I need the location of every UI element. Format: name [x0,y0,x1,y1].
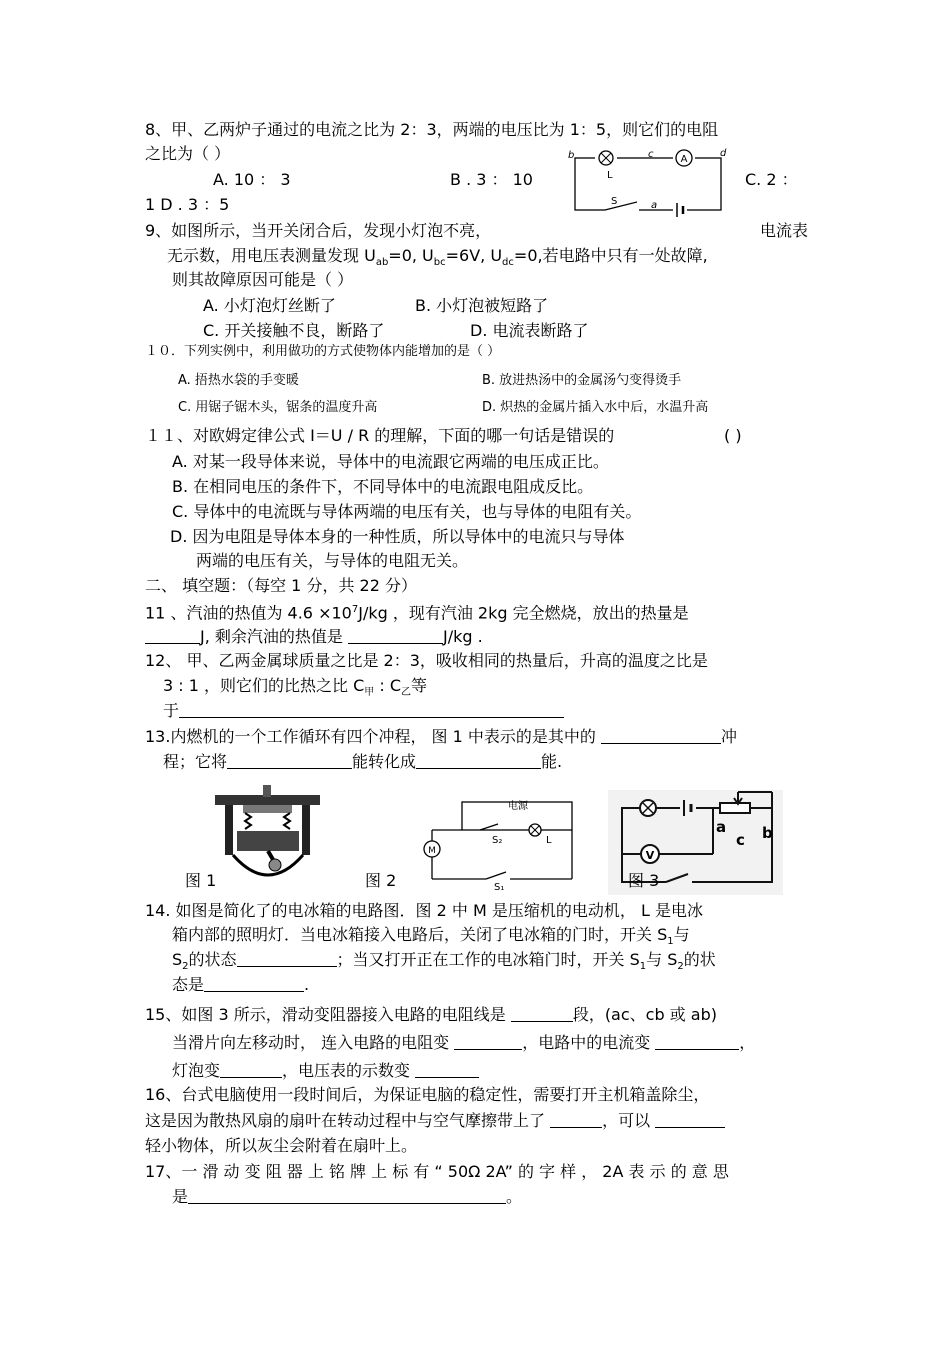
q11b-line2: J, 剩余汽油的热值是 J/kg . [145,626,483,648]
q10-option-a: A. 捂热水袋的手变暖 [178,373,299,388]
q12-line1: 12、 甲、乙两金属球质量之比是 2：3，吸收相同的热量后，升高的温度之比是 [145,651,708,670]
figure-2-caption: 图 2 [365,871,397,890]
q8-option-c: C. 2 ： [745,170,798,189]
q10-stem: １０．下列实例中，利用做功的方式使物体内能增加的是（ ） [145,344,501,359]
svg-text:S₂: S₂ [492,835,503,846]
answer-blank[interactable] [237,950,337,967]
svg-text:L: L [607,170,613,181]
q8-line1: 8、甲、乙两炉子通过的电流之比为 2：3，两端的电压比为 1：5，则它们的电阻 [145,120,719,139]
q11a-option-c: C. 导体中的电流既与导体两端的电压有关，也与导体的电阻有关。 [172,502,642,521]
q10-option-d: D. 炽热的金属片插入水中后，水温升高 [482,400,709,415]
q12-line2: 3 : 1 ，则它们的比热之比 $C_甲$ : $C_乙$等 [163,676,428,699]
q13-line2: 程；它将 能转化成 能. [163,752,563,771]
engine-figure [205,785,330,885]
q9-option-a: A. 小灯泡灯丝断了 [203,296,336,315]
fridge-circuit-figure [420,797,575,890]
answer-blank[interactable] [655,1033,739,1050]
spark-plug-icon [263,785,271,797]
svg-text:a: a [716,818,727,836]
q15-line3: 灯泡变 ，电压表的示数变 [172,1060,479,1082]
svg-text:S: S [611,196,618,207]
svg-text:b: b [762,824,773,842]
q17-line2: 是 。 [172,1187,523,1206]
answer-blank[interactable] [550,1111,602,1128]
q16-line3: 轻小物体，所以灰尘会附着在扇叶上。 [145,1136,418,1155]
q11a-paren: ( ) [724,426,742,445]
svg-text:A: A [680,154,688,165]
figure-1-caption: 图 1 [185,871,217,890]
answer-blank[interactable] [416,752,541,769]
q9-option-b: B. 小灯泡被短路了 [415,296,549,315]
q11b-line1: 11 、汽油的热值为 $4.6 \times 10^7J/kg$ ，现有汽油 2kg 完全燃烧，放出的热量是 [145,603,689,623]
q14-line3: $S_2$的状态 ；当又打开正在工作的电冰箱门时，开关 $S_1$与 $S_2$的状 [172,950,716,973]
svg-text:M: M [428,846,436,856]
q12-line3: 于 [163,700,564,722]
q14-line4: 态是 . [172,975,310,994]
q11a-stem: １１、对欧姆定律公式 I＝U / R 的理解，下面的哪一句话是错误的 [145,426,615,445]
answer-blank[interactable] [204,975,304,992]
q9-option-c: C. 开关接触不良，断路了 [203,321,385,340]
q11a-option-d-cont: 两端的电压有关，与导体的电阻无关。 [196,551,469,570]
svg-text:S₁: S₁ [494,882,505,890]
answer-blank[interactable] [601,727,721,744]
q15-line2: 当滑片向左移动时， 连入电路的电阻变 ，电路中的电流变 ， [172,1033,756,1052]
q11a-option-a: A. 对某一段导体来说，导体中的电流跟它两端的电压成正比。 [172,452,609,471]
answer-blank[interactable] [220,1061,282,1078]
q9-line1-end: 电流表 [760,221,809,240]
q9-line1: 9、如图所示，当开关闭合后，发现小灯泡不亮， [145,221,492,240]
svg-text:c: c [648,149,654,160]
answer-blank[interactable] [454,1033,522,1050]
answer-blank[interactable] [655,1111,725,1128]
q15-line1: 15、如图 3 所示，滑动变阻器接入电路的电阻线是 段，(ac、cb 或 ab) [145,1005,717,1024]
svg-text:c: c [736,831,745,849]
q8-option-d: 1 D . 3 ：5 [145,195,230,214]
q9-option-d: D. 电流表断路了 [470,321,589,340]
q8-line2: 之比为（ ） [145,144,231,163]
answer-blank[interactable] [179,701,564,718]
figure-3-caption: 图 3 [628,871,660,890]
piston-icon [237,831,299,851]
rheostat-icon [720,803,750,813]
svg-text:b: b [568,150,575,161]
section2-heading: 二、 填空题：（每空 1 分，共 22 分） [145,576,417,595]
q9-circuit-diagram [565,146,730,218]
q10-option-c: C. 用锯子锯木头，锯条的温度升高 [178,400,378,415]
answer-blank[interactable] [348,627,443,644]
q14-line2: 箱内部的照明灯．当电冰箱接入电路后，关闭了电冰箱的门时，开关 $S_1$与 [172,925,690,948]
q8-option-a: A. 10 ： 3 [213,170,291,189]
svg-text:L: L [546,835,552,846]
q10-option-b: B. 放进热汤中的金属汤勺变得烫手 [482,373,682,388]
q11a-option-b: B. 在相同电压的条件下，不同导体中的电流跟电阻成反比。 [172,477,594,496]
q9-line2: 无示数，用电压表测量发现 $U_{ab}=0$, $U_{bc}=6V$, $U_{dc}=0$,若电路中只有一处故障, [167,246,708,269]
svg-text:V: V [645,849,655,862]
q11a-option-d: D. 因为电阻是导体本身的一种性质，所以导体中的电流只与导体 [170,527,625,546]
answer-blank[interactable] [415,1061,479,1078]
q16-line2: 这是因为散热风扇的扇叶在转动过程中与空气摩擦带上了 ，可以 [145,1110,725,1132]
svg-text:电源: 电源 [508,801,528,812]
answer-blank[interactable] [227,752,352,769]
q16-line1: 16、台式电脑使用一段时间后，为保证电脑的稳定性，需要打开主机箱盖除尘， [145,1085,710,1104]
q17-line1: 17、一 滑 动 变 阻 器 上 铭 牌 上 标 有 “ 50Ω 2A” 的 字 样 ， 2A 表 示 的 意 思 [145,1162,729,1181]
q13-line1: 13.内燃机的一个工作循环有四个冲程， 图 1 中表示的是其中的 冲 [145,727,737,746]
q8-option-b: B . 3 ： 10 [450,170,533,189]
answer-blank[interactable] [145,627,200,644]
svg-text:a: a [651,200,658,211]
q14-line1: 14. 如图是简化了的电冰箱的电路图．图 2 中 M 是压缩机的电动机， L 是电冰 [145,901,703,920]
answer-blank[interactable] [188,1187,506,1204]
answer-blank[interactable] [511,1005,573,1022]
svg-text:d: d [720,148,727,159]
q9-line3: 则其故障原因可能是（ ） [172,270,354,289]
